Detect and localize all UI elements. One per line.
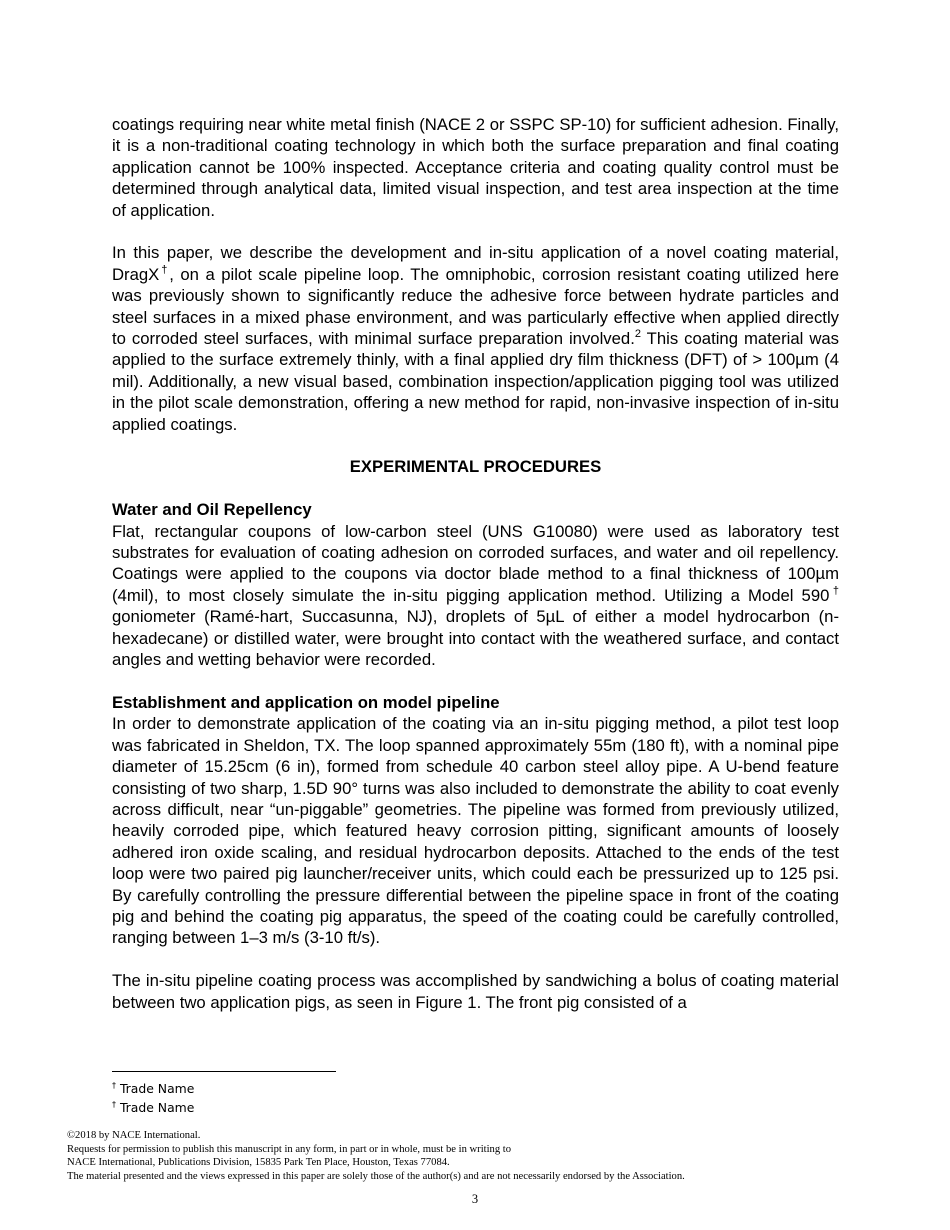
paragraph-text: In order to demonstrate application of the coating via an in-situ pigging method, a pilot test loop was fabricated in Sheldon, TX. The loop spanned approximately 55m (180 ft), with a nominal pipe diameter of 15.25cm (6 in), formed from schedule 40 carbon steel alloy pipe. A U-bend feature consisting of two sharp, 1.5D 90° turns was also included to demonstrate the ability to coat evenly across difficult, near “un-piggable” geometries. The pipeline was formed from previously utilized, heavily corroded pipe, which featured heavy corrosion pitting, significant amounts of loosely adhered iron oxide scaling, and residual hydrocarbon deposits. Attached to the ends of the test loop were two paired pig launcher/receiver units, which could each be pressurized up to 125 psi. By carefully controlling the pressure differential between the pipeline space in front of the coating pig and behind the coating pig apparatus, the speed of the coating could be carefully controlled, ranging between 1–3 m/s (3-10 ft/s). bbox=[112, 714, 839, 948]
footnote-divider bbox=[112, 1071, 336, 1072]
subheading-water-oil-repellency: Water and Oil Repellency bbox=[112, 500, 312, 520]
footnote-text: Trade Name bbox=[116, 1100, 195, 1115]
paragraph-coating-requirements bbox=[112, 114, 839, 221]
footnote-mark: † bbox=[112, 1100, 116, 1109]
paragraph-text: The in-situ pipeline coating process was accomplished by sandwiching a bolus of coating material between two application pigs, as seen in Figure 1. The front pig consisted of a bbox=[112, 971, 839, 1012]
section-heading-experimental-procedures: EXPERIMENTAL PROCEDURES bbox=[349, 457, 602, 477]
reference-superscript: 2 bbox=[634, 328, 641, 341]
footnote-item bbox=[112, 1098, 194, 1117]
subheading-model-pipeline: Establishment and application on model pipeline bbox=[112, 692, 500, 712]
paragraph-text: coatings requiring near white metal finish (NACE 2 or SSPC SP-10) for sufficient adhesion. Finally, it is a non-traditional coating technology in which both the surface preparation and final coating application cannot be 100% inspected. Acceptance criteria and coating quality control must be determined through analytical data, limited visual inspection, and test area inspection at the time of application. bbox=[112, 115, 839, 220]
copyright-line: Requests for permission to publish this manuscript in any form, in part or in whole, must be in writing to bbox=[67, 1143, 512, 1155]
page-number: 3 bbox=[471, 1192, 479, 1206]
paragraph-coating-process bbox=[112, 970, 839, 1013]
copyright-notice bbox=[67, 1129, 685, 1183]
paragraph-text: In this paper, we describe the development and in-situ application of a novel coating material, DragX bbox=[112, 243, 839, 284]
paragraph-text: This coating material was applied to the surface extremely thinly, with a final applied dry film thickness (DFT) of > 100µm (4 mil). Additionally, a new visual based, combination inspection/application pigging tool was utilized in the pilot scale demonstration, offering a new method for rapid, non-invasive inspection of in-situ applied coatings. bbox=[112, 329, 839, 434]
copyright-line: The material presented and the views expressed in this paper are solely those of the author(s) and are not necessarily endorsed by the Association. bbox=[67, 1170, 685, 1182]
footnote-mark: † bbox=[112, 1081, 116, 1090]
paragraph-text: , on a pilot scale pipeline loop. The omniphobic, corrosion resistant coating utilized here was previously shown to significantly reduce the adhesive force between hydrate particles and steel surfaces in a mixed phase environment, and was particularly effective when applied directly to corroded steel surfaces, with minimal surface preparation involved. bbox=[112, 264, 839, 349]
footnote-item bbox=[112, 1079, 194, 1098]
copyright-line: ©2018 by NACE International. bbox=[67, 1130, 201, 1141]
copyright-line: NACE International, Publications Division, 15835 Park Ten Place, Houston, Texas 77084. bbox=[67, 1157, 450, 1169]
paragraph-repellency-method bbox=[112, 521, 839, 671]
paragraph-text: goniometer (Ramé-hart, Succasunna, NJ), droplets of 5µL of either a model hydrocarbon (n-hexadecane) or distilled water, were brought into contact with the weathered surface, and contact angles and wetting behavior were recorded. bbox=[112, 607, 839, 670]
trade-name-dagger: † bbox=[159, 263, 170, 276]
footnote-text: Trade Name bbox=[116, 1081, 195, 1096]
footnotes bbox=[112, 1079, 194, 1117]
paragraph-pipeline-loop bbox=[112, 713, 839, 948]
paper-body bbox=[112, 114, 839, 1013]
paragraph-text: Flat, rectangular coupons of low-carbon steel (UNS G10080) were used as laboratory test substrates for evaluation of coating adhesion on corroded surfaces, and water and oil repellency. Coatings were applied to the coupons via doctor blade method to a final thickness of 100µm (4mil), to most closely simulate the in-situ pigging application method. Utilizing a Model 590 bbox=[112, 521, 839, 605]
paragraph-paper-overview bbox=[112, 242, 839, 435]
trade-name-dagger: † bbox=[829, 584, 839, 597]
